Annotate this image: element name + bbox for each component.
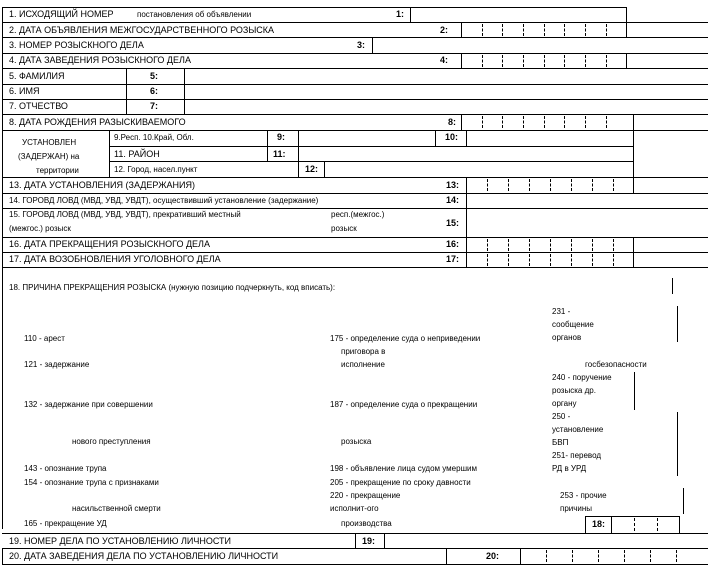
row3-code: 3: <box>357 40 366 50</box>
field-5[interactable] <box>184 68 708 84</box>
row7-label: 7. ОТЧЕСТВО <box>9 101 68 111</box>
field-9[interactable] <box>298 130 435 146</box>
field-10[interactable] <box>466 130 633 146</box>
reason-175: 175 - определение суда о неприведении <box>330 334 481 343</box>
row5-code: 5: <box>150 71 159 81</box>
rule <box>626 22 627 38</box>
row16-code: 16: <box>446 239 460 249</box>
rule <box>355 533 356 548</box>
reason-253: 253 - прочие <box>560 491 607 500</box>
rule <box>672 278 673 294</box>
row10-code: 10: <box>445 132 459 142</box>
row14-code: 14: <box>446 195 460 205</box>
row11-code: 11: <box>273 149 286 159</box>
reason-240: 240 - поручение <box>552 373 612 382</box>
reason-250-cont2: БВП <box>552 438 569 447</box>
reason-220-cont1: исполнит-ого <box>330 504 379 513</box>
rule <box>633 237 634 252</box>
rule <box>633 114 634 130</box>
row1-code: 1: <box>396 9 405 19</box>
row8-code: 8: <box>448 117 457 127</box>
row18-code: 18: <box>592 519 606 529</box>
row6-code: 6: <box>150 86 159 96</box>
rule <box>683 488 684 514</box>
reason-187-cont: розыска <box>341 437 372 446</box>
row20-code: 20: <box>486 551 500 561</box>
rule <box>267 130 268 161</box>
rule <box>435 130 436 146</box>
row12-code: 12: <box>305 164 319 174</box>
rule <box>2 548 3 564</box>
row9-label: 9.Респ. 10.Край, Обл. <box>114 133 194 142</box>
row13-code: 13: <box>446 180 460 190</box>
reason-231: 231 - <box>552 307 571 316</box>
field-14[interactable] <box>466 193 708 208</box>
row15-code: 15: <box>446 218 460 228</box>
rule <box>126 68 127 114</box>
rule <box>677 306 678 342</box>
reason-165: 165 - прекращение УД <box>24 519 107 528</box>
field-11[interactable] <box>298 146 633 161</box>
established-line2: (ЗАДЕРЖАН) на <box>18 152 80 161</box>
rule <box>446 548 447 564</box>
row18-label: 18. ПРИЧИНА ПРЕКРАЩЕНИЯ РОЗЫСКА (нужную позицию подчеркнуть, код вписать): <box>9 283 336 292</box>
reason-250: 250 - <box>552 412 571 421</box>
row14-label: 14. ГОРОВД ЛОВД (МВД, УВД, УВДТ), осуществивший установление (задержание) <box>9 196 319 205</box>
rule <box>633 177 634 193</box>
reason-240-cont1: розыска др. <box>552 386 596 395</box>
rule <box>585 516 586 533</box>
row15-line2b: розыск <box>331 224 357 233</box>
row17-code: 17: <box>446 254 460 264</box>
field-12[interactable] <box>324 161 633 177</box>
reason-251: 251- перевод <box>552 451 602 460</box>
rule <box>2 7 3 23</box>
reason-253-cont: причины <box>560 504 593 513</box>
row1-label: 1. ИСХОДЯЩИЙ НОМЕР <box>9 9 114 19</box>
reason-110: 110 - арест <box>24 334 65 343</box>
reason-132: 132 - задержание при совершении <box>24 400 153 409</box>
field-13[interactable] <box>466 177 633 193</box>
reason-205: 205 - прекращение по сроку давности <box>330 478 471 487</box>
reason-121: 121 - задержание <box>24 360 90 369</box>
row2-label: 2. ДАТА ОБЪЯВЛЕНИЯ МЕЖГОСУДАРСТВЕННОГО РОЗЫСКА <box>9 25 275 35</box>
row15-line1: 15. ГОРОВД ЛОВД (МВД, УВД, УВДТ), прекративший местный <box>9 210 241 219</box>
row20-label: 20. ДАТА ЗАВЕДЕНИЯ ДЕЛА ПО УСТАНОВЛЕНИЮ ЛИЧНОСТИ <box>9 551 279 561</box>
established-line3: территории <box>36 166 79 175</box>
row15-line1b: респ.(межгос.) <box>331 210 385 219</box>
rule <box>677 412 678 476</box>
established-line1: УСТАНОВЛЕН <box>22 138 77 147</box>
field-16[interactable] <box>466 237 633 252</box>
field-19[interactable] <box>384 533 708 548</box>
reason-220: 220 - прекращение <box>330 491 401 500</box>
field-17[interactable] <box>466 252 633 267</box>
reason-231-cont2: органов <box>552 333 582 342</box>
field-18[interactable] <box>611 516 679 533</box>
field-1[interactable] <box>410 7 626 23</box>
row6-label: 6. ИМЯ <box>9 86 40 96</box>
rule <box>633 130 634 177</box>
rule <box>633 252 634 267</box>
field-20[interactable] <box>520 548 708 564</box>
row19-label: 19. НОМЕР ДЕЛА ПО УСТАНОВЛЕНИЮ ЛИЧНОСТИ <box>9 536 232 546</box>
row16-label: 16. ДАТА ПРЕКРАЩЕНИЯ РОЗЫСКНОГО ДЕЛА <box>9 239 210 249</box>
field-8[interactable] <box>461 114 633 130</box>
reason-231-cont1: сообщение <box>552 320 594 329</box>
rule <box>109 130 110 177</box>
reason-154: 154 - опознание трупа с признаками <box>24 478 159 487</box>
reason-240-cont2: органу <box>552 399 577 408</box>
rule <box>679 516 680 533</box>
row7-code: 7: <box>150 101 159 111</box>
rule <box>626 53 627 68</box>
rule <box>2 267 708 268</box>
field-7[interactable] <box>184 99 708 114</box>
field-15[interactable] <box>466 208 708 237</box>
row17-label: 17. ДАТА ВОЗОБНОВЛЕНИЯ УГОЛОВНОГО ДЕЛА <box>9 254 221 264</box>
row3-label: 3. НОМЕР РОЗЫСКНОГО ДЕЛА <box>9 40 144 50</box>
row4-label: 4. ДАТА ЗАВЕДЕНИЯ РОЗЫСКНОГО ДЕЛА <box>9 55 191 65</box>
reason-132-cont: нового преступления <box>72 437 151 446</box>
rule <box>298 161 299 177</box>
reason-250-cont1: установление <box>552 425 604 434</box>
reason-175-cont2: исполнение <box>341 360 385 369</box>
field-4[interactable] <box>461 53 626 68</box>
row9-code: 9: <box>277 132 286 142</box>
row2-code: 2: <box>440 25 449 35</box>
rule <box>634 372 635 410</box>
row11-label: 11. РАЙОН <box>114 149 160 159</box>
field-2[interactable] <box>461 22 626 38</box>
row12-label: 12. Город, насел.пункт <box>114 165 198 174</box>
reason-251-cont: РД в УРД <box>552 464 587 473</box>
rule <box>2 564 708 565</box>
reason-154-cont: насильственной смерти <box>72 504 161 513</box>
row8-label: 8. ДАТА РОЖДЕНИЯ РАЗЫСКИВАЕМОГО <box>9 117 186 127</box>
field-3[interactable] <box>372 37 708 53</box>
reason-143: 143 - опознание трупа <box>24 464 107 473</box>
row15-line2: (межгос.) розыск <box>9 224 71 233</box>
rule <box>626 7 627 23</box>
row5-label: 5. ФАМИЛИЯ <box>9 71 65 81</box>
reason-220-cont2: производства <box>341 519 392 528</box>
reason-187: 187 - определение суда о прекращении <box>330 400 478 409</box>
reason-198: 198 - объявление лица судом умершим <box>330 464 477 473</box>
row19-code: 19: <box>362 536 376 546</box>
row1-extra: постановления об объявлении <box>137 10 252 19</box>
field-6[interactable] <box>184 84 708 99</box>
reason-231-cont3: госбезопасности <box>585 360 647 369</box>
row13-label: 13. ДАТА УСТАНОВЛЕНИЯ (ЗАДЕРЖАНИЯ) <box>9 180 196 190</box>
reason-175-cont1: приговора в <box>341 347 386 356</box>
row4-code: 4: <box>440 55 449 65</box>
